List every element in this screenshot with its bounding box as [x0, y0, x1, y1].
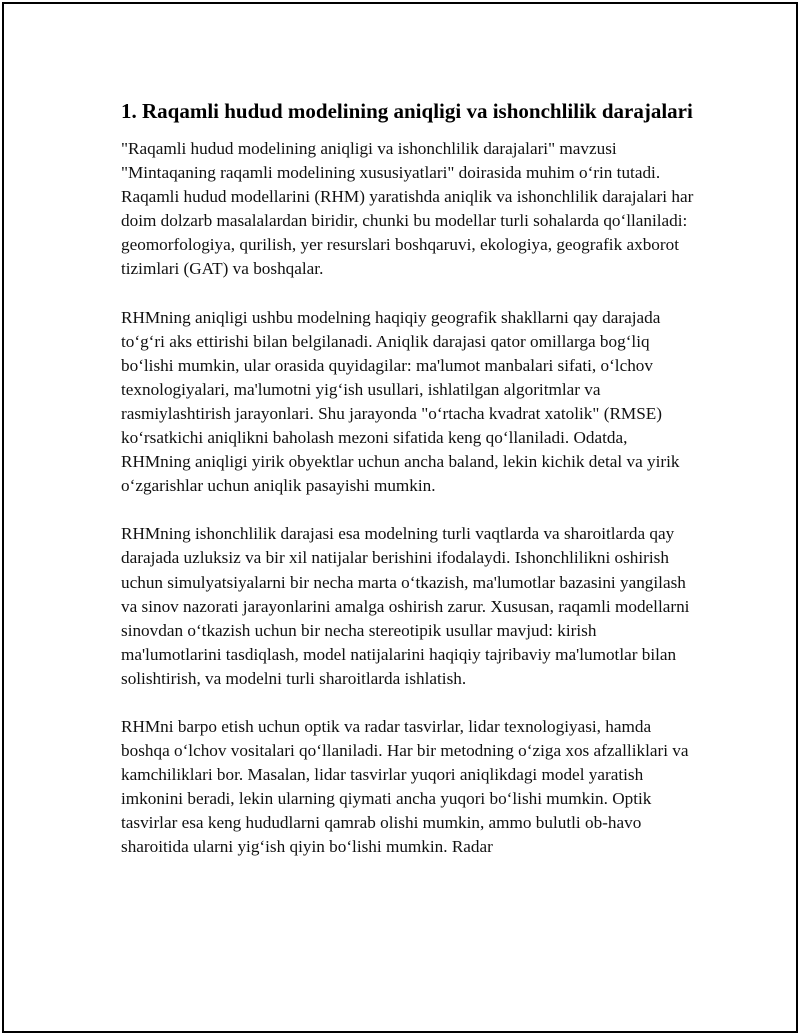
- document-body: [121, 98, 696, 884]
- paragraph: RHMning aniqligi ushbu modelning haqiqiy geografik shakllarni qay darajada toʻgʻri aks ettirishi bilan belgilanadi. Aniqlik darajasi qator omillarga bogʻliq boʻlishi mumkin, ular orasida quyidagilar: ma'lumot manbalari sifati, oʻlchov texnologiyalari, ma'lumotni yigʻish usullari, ishlatilgan algoritmlar va rasmiylashtirish jarayonlari. Shu jarayonda "oʻrtacha kvadrat xatolik" (RMSE) koʻrsatkichi aniqlikni baholash mezoni sifatida keng qoʻllaniladi. Odatda, RHMning aniqligi yirik obyektlar uchun ancha baland, lekin kichik detal va yirik oʻzgarishlar uchun aniqlik pasayishi mumkin.: [121, 307, 680, 496]
- paragraph: RHMni barpo etish uchun optik va radar tasvirlar, lidar texnologiyasi, hamda boshqa oʻlchov vositalari qoʻllaniladi. Har bir metodning oʻziga xos afzalliklari va kamchiliklari bor. Masalan, lidar tasvirlar yuqori aniqlikdagi model yaratish imkonini beradi, lekin ularning qiymati ancha yuqori boʻlishi mumkin. Optik tasvirlar esa keng hududlarni qamrab olishi mumkin, ammo bulutli ob-havo sharoitida ularni yigʻish qiyin boʻlishi mumkin. Radar: [121, 716, 689, 857]
- section-heading: 1. Raqamli hudud modelining aniqligi va ishonchlilik darajalari: [121, 99, 693, 123]
- paragraph: RHMning ishonchlilik darajasi esa modelning turli vaqtlarda va sharoitlarda qay darajada uzluksiz va bir xil natijalar berishini ifodalaydi. Ishonchlilikni oshirish uchun simulyatsiyalarni bir necha marta oʻtkazish, ma'lumotlar bazasini yangilash va sinov nazorati jarayonlarini amalga oshirish zarur. Xususan, raqamli modellarni sinovdan oʻtkazish uchun bir necha stereotipik usullar mavjud: kirish ma'lumotlarini tasdiqlash, model natijalarini haqiqiy tajribaviy ma'lumotlar bilan solishtirish, va modelni turli sharoitlarda ishlatish.: [121, 524, 690, 688]
- paragraph: "Raqamli hudud modelining aniqligi va ishonchlilik darajalari" mavzusi "Mintaqaning raqamli modelining xususiyatlari" doirasida muhim oʻrin tutadi. Raqamli hudud modellarini (RHM) yaratishda aniqlik va ishonchlilik darajalari har doim dolzarb masalalardan biridir, chunki bu modellar turli sohalarda qoʻllaniladi: geomorfologiya, qurilish, yer resurslari boshqaruvi, ekologiya, geografik axborot tizimlari (GAT) va boshqalar.: [121, 139, 694, 279]
- page-frame: [2, 2, 798, 1033]
